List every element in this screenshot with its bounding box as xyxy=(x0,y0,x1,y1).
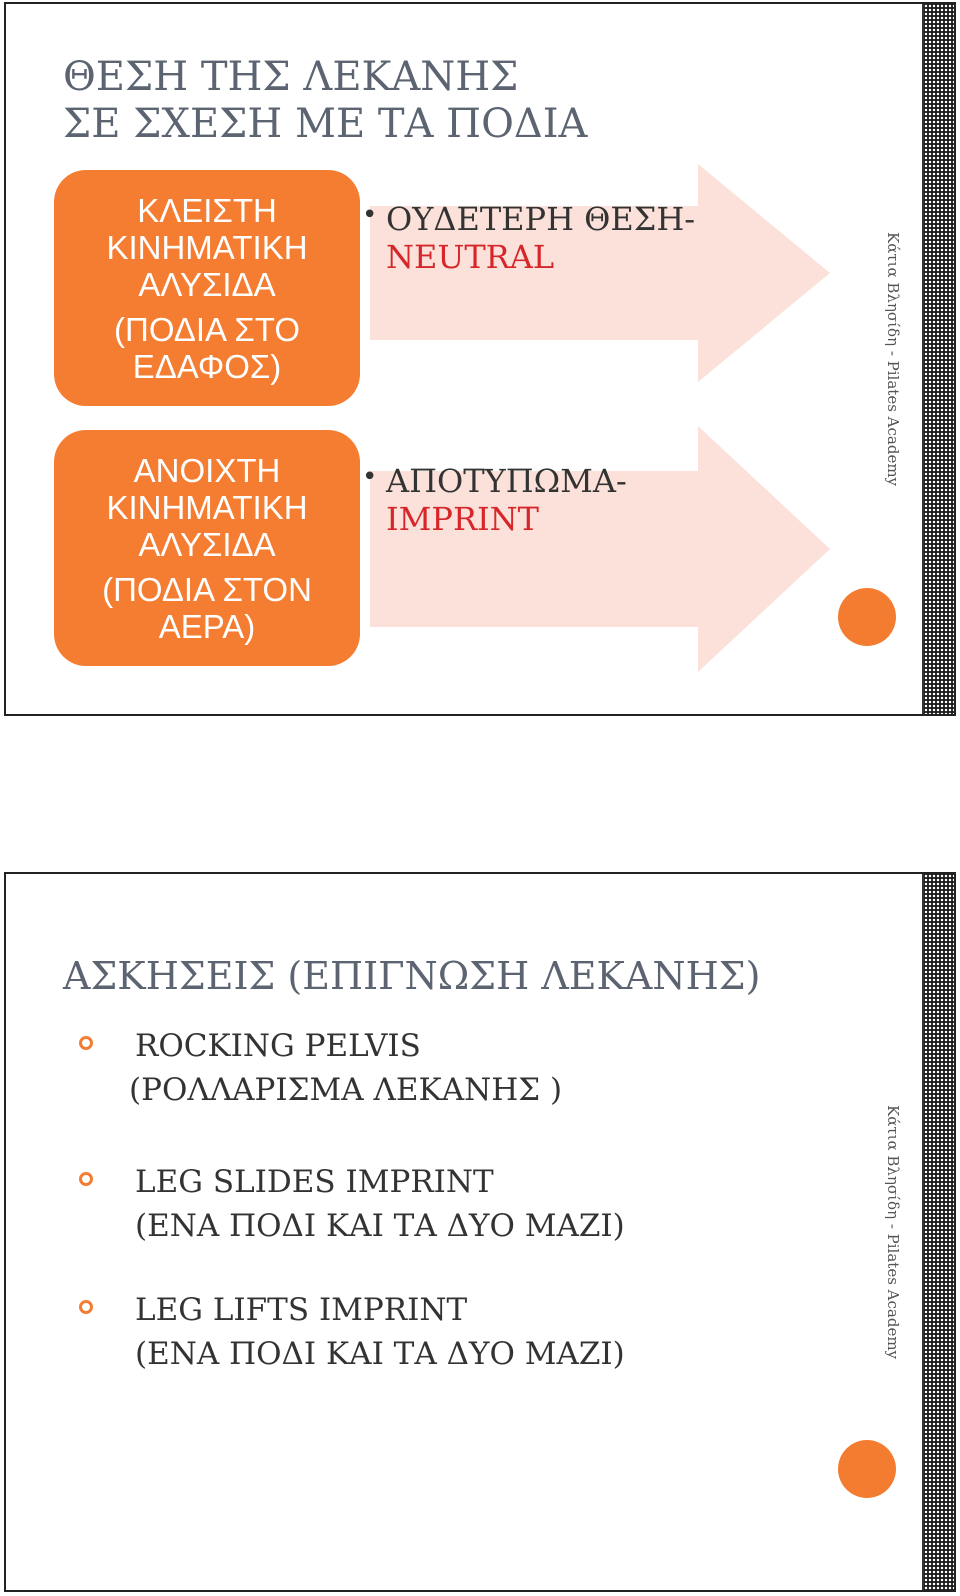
ring-bullet-icon xyxy=(79,1036,93,1050)
ring-bullet-icon xyxy=(79,1172,93,1186)
box1-line-1: ΚΛΕΙΣΤΗ xyxy=(137,191,277,229)
orange-circle xyxy=(838,1440,896,1498)
title-line-1: ΘΕΣΗ ΤΗΣ ΛΕΚΑΝΗΣ xyxy=(63,54,519,100)
imprint-greek: ΑΠΟΤΥΠΩΜΑ- xyxy=(386,462,627,500)
slide-2 xyxy=(4,872,956,1592)
side-credit-text: Κάτια Βλησίδη - Pilates Academy xyxy=(884,1104,902,1360)
box1-sub-2: ΕΔΑΦΟΣ) xyxy=(132,347,282,385)
box2-line-1: ΑΝΟΙΧΤΗ xyxy=(133,451,281,489)
decorative-pattern-strip xyxy=(924,4,954,714)
bullet-dot: • xyxy=(362,200,378,230)
imprint-item xyxy=(362,462,627,538)
item-3-line-2: (ΕΝΑ ΠΟΔΙ ΚΑΙ ΤΑ ΔΥΟ ΜΑΖΙ) xyxy=(135,1336,625,1372)
neutral-english: NEUTRAL xyxy=(386,238,555,276)
side-credit-text: Κάτια Βλησίδη - Pilates Academy xyxy=(884,231,902,487)
item-2-line-2: (ΕΝΑ ΠΟΔΙ ΚΑΙ ΤΑ ΔΥΟ ΜΑΖΙ) xyxy=(135,1208,625,1244)
item-2-line-1: LEG SLIDES IMPRINT xyxy=(135,1164,494,1200)
box2-sub-2: ΑΕΡΑ) xyxy=(158,607,256,645)
slide-1-title xyxy=(63,54,587,148)
decorative-pattern-strip xyxy=(924,874,954,1590)
slide-2-title: ΑΣΚΗΣΕΙΣ (ΕΠΙΓΝΩΣΗ ΛΕΚΑΝΗΣ) xyxy=(63,954,761,998)
neutral-greek: ΟΥΔΕΤΕΡΗ ΘΕΣΗ- xyxy=(386,200,696,238)
list-item xyxy=(79,1024,562,1112)
box1-sub-1: (ΠΟΔΙΑ ΣΤΟ xyxy=(114,310,300,348)
ring-bullet-icon xyxy=(79,1300,93,1314)
box2-line-3: ΑΛΥΣΙΔΑ xyxy=(138,525,276,563)
title-line-2: ΣΕ ΣΧΕΣΗ ΜΕ ΤΑ ΠΟΔΙΑ xyxy=(63,101,588,147)
item-1-line-1: ROCKING PELVIS xyxy=(135,1028,421,1064)
list-item xyxy=(79,1288,625,1376)
box2-sub-1: (ΠΟΔΙΑ ΣΤΟΝ xyxy=(102,570,312,608)
orange-circle xyxy=(838,588,896,646)
closed-chain-box xyxy=(54,170,360,406)
list-item xyxy=(79,1160,625,1248)
item-1-line-2: (ΡΟΛΛΑΡΙΣΜΑ ΛΕΚΑΝΗΣ ) xyxy=(129,1072,563,1108)
neutral-item xyxy=(362,200,696,276)
imprint-english: IMPRINT xyxy=(386,500,540,538)
item-3-line-1: LEG LIFTS IMPRINT xyxy=(135,1292,468,1328)
bullet-dot: • xyxy=(362,462,378,492)
box2-line-2: ΚΙΝΗΜΑΤΙΚΗ xyxy=(106,488,308,526)
open-chain-box xyxy=(54,430,360,666)
slide-1 xyxy=(4,2,956,716)
box1-line-3: ΑΛΥΣΙΔΑ xyxy=(138,265,276,303)
box1-line-2: ΚΙΝΗΜΑΤΙΚΗ xyxy=(106,228,308,266)
